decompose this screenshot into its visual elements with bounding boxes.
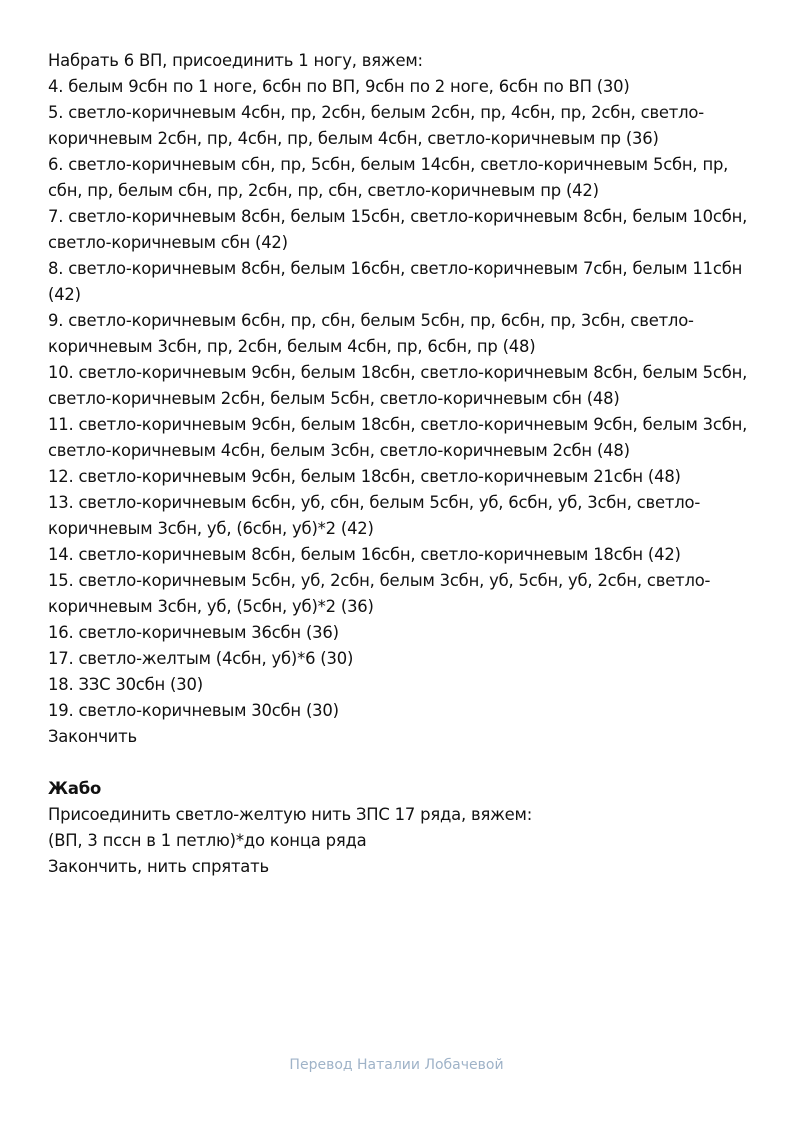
pattern-row: 18. ЗЗС 30сбн (30) — [48, 675, 203, 694]
jabot-line: Закончить, нить спрятать — [48, 857, 269, 876]
pattern-row: 15. светло-коричневым 5сбн, уб, 2сбн, белым 3сбн, уб, 5сбн, уб, 2сбн, светло-коричневым 3сбн, уб, (5сбн, уб)*2 (36) — [48, 571, 711, 616]
pattern-row: 12. светло-коричневым 9сбн, белым 18сбн, светло-коричневым 21сбн (48) — [48, 467, 681, 486]
pattern-row: 8. светло-коричневым 8сбн, белым 16сбн, светло-коричневым 7сбн, белым 11сбн (42) — [48, 259, 743, 304]
pattern-row: 9. светло-коричневым 6сбн, пр, сбн, белым 5сбн, пр, 6сбн, пр, 3сбн, светло-коричневым 3сбн, пр, 2сбн, белым 4сбн, пр, 6сбн, пр (48) — [48, 311, 694, 356]
pattern-row: 6. светло-коричневым сбн, пр, 5сбн, белым 14сбн, светло-коричневым 5сбн, пр, сбн, пр, белым сбн, пр, 2сбн, пр, сбн, светло-коричневым пр (42) — [48, 155, 729, 200]
pattern-row: 14. светло-коричневым 8сбн, белым 16сбн, светло-коричневым 18сбн (42) — [48, 545, 681, 564]
pattern-row: 19. светло-коричневым 30сбн (30) — [48, 701, 339, 720]
pattern-row: 11. светло-коричневым 9сбн, белым 18сбн, светло-коричневым 9сбн, белым 3сбн, светло-коричневым 4сбн, белым 3сбн, светло-коричневым 2сбн (48) — [48, 415, 748, 460]
pattern-row: 5. светло-коричневым 4сбн, пр, 2сбн, белым 2сбн, пр, 4сбн, пр, 2сбн, светло-коричневым 2сбн, пр, 4сбн, пр, белым 4сбн, светло-коричневым пр (36) — [48, 103, 704, 148]
jabot-line: Присоединить светло-желтую нить ЗПС 17 ряда, вяжем: — [48, 805, 533, 824]
pattern-row: 7. светло-коричневым 8сбн, белым 15сбн, светло-коричневым 8сбн, белым 10сбн, светло-коричневым сбн (42) — [48, 207, 748, 252]
pattern-row: 10. светло-коричневым 9сбн, белым 18сбн, светло-коричневым 8сбн, белым 5сбн, светло-коричневым 2сбн, белым 5сбн, светло-коричневым сбн (48) — [48, 363, 748, 408]
pattern-row: 4. белым 9сбн по 1 ноге, 6сбн по ВП, 9сбн по 2 ноге, 6сбн по ВП (30) — [48, 77, 630, 96]
pattern-row: 17. светло-желтым (4сбн, уб)*6 (30) — [48, 649, 354, 668]
jabot-line: (ВП, 3 пссн в 1 петлю)*до конца ряда — [48, 831, 367, 850]
pattern-row: 16. светло-коричневым 36сбн (36) — [48, 623, 339, 642]
jabot-heading: Жабо — [48, 779, 102, 798]
pattern-text — [48, 48, 748, 880]
pattern-intro: Набрать 6 ВП, присоединить 1 ногу, вяжем: — [48, 51, 423, 70]
pattern-finish: Закончить — [48, 727, 137, 746]
pattern-row: 13. светло-коричневым 6сбн, уб, сбн, белым 5сбн, уб, 6сбн, уб, 3сбн, светло-коричневым 3сбн, уб, (6сбн, уб)*2 (42) — [48, 493, 701, 538]
translator-credit: Перевод Наталии Лобачевой — [289, 1057, 504, 1073]
section-spacer — [48, 750, 748, 776]
